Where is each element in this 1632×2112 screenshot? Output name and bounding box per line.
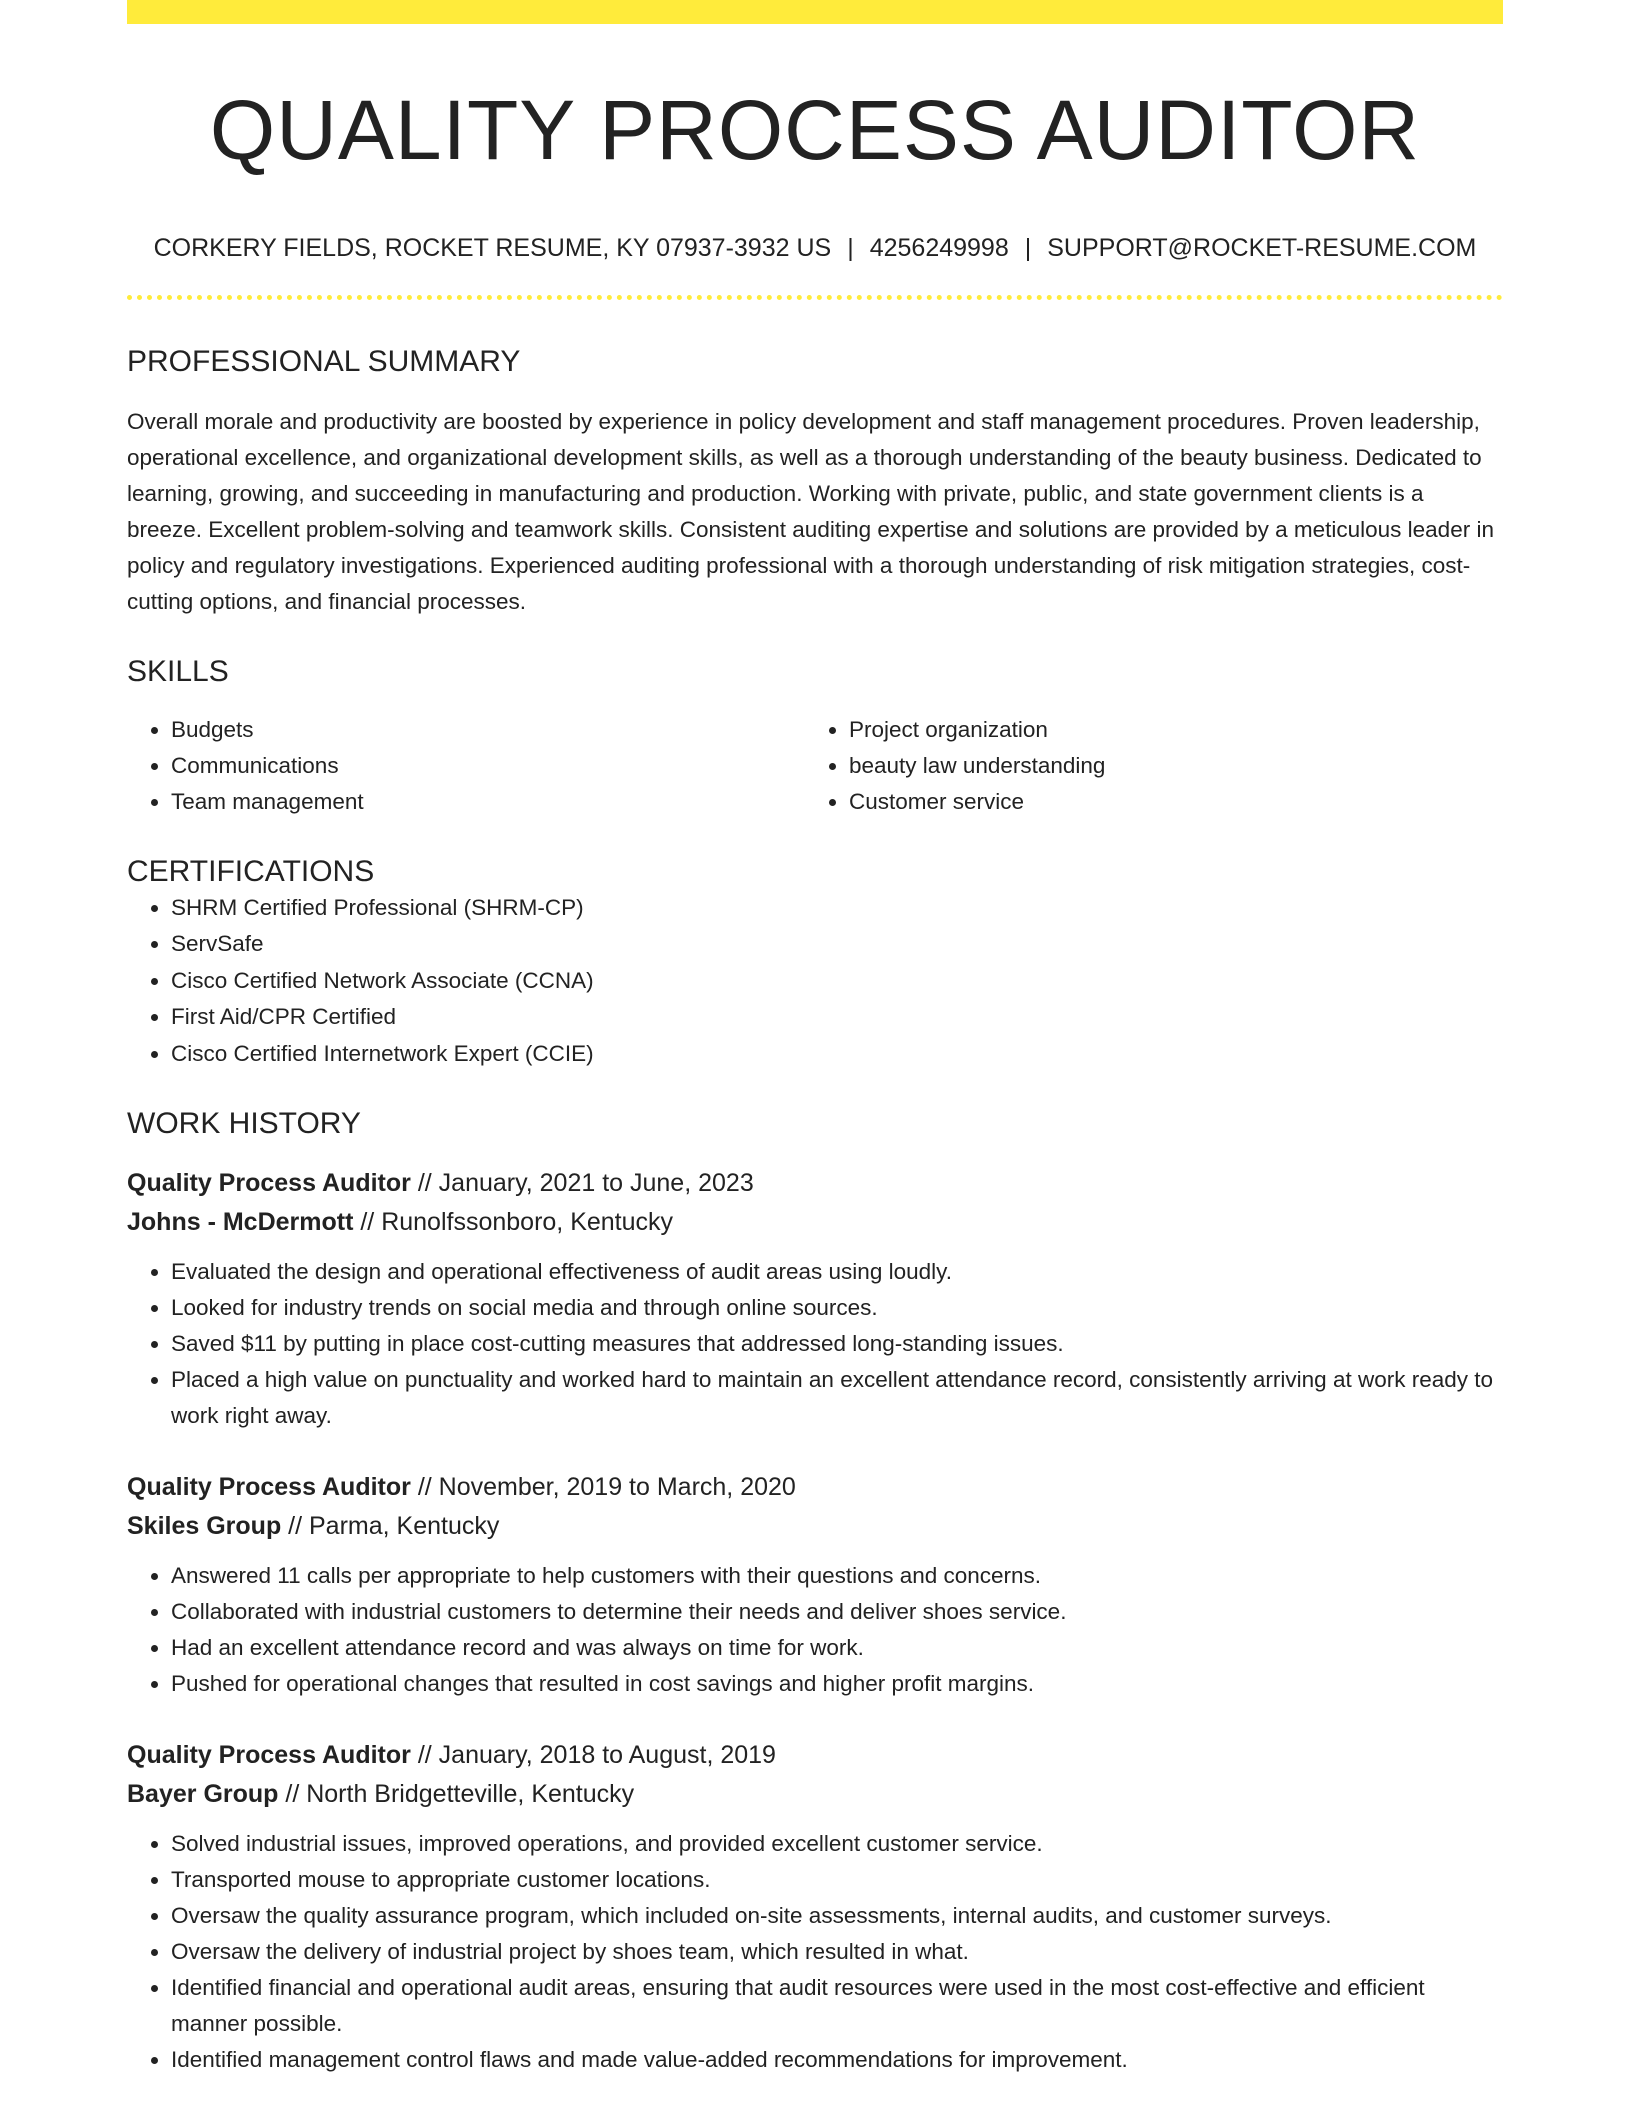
job-role: Quality Process Auditor bbox=[127, 1169, 411, 1198]
job-bullet: • Transported mouse to appropriate customer locations. bbox=[171, 1862, 1503, 1898]
job-entry bbox=[127, 1468, 1503, 1702]
job-company-line bbox=[127, 1775, 1503, 1814]
job-role: Quality Process Auditor bbox=[127, 1473, 411, 1502]
skills-heading: SKILLS bbox=[127, 654, 229, 688]
job-location: // Runolfssonboro, Kentucky bbox=[360, 1208, 674, 1237]
job-company-line bbox=[127, 1507, 1503, 1546]
job-location: // North Bridgetteville, Kentucky bbox=[285, 1780, 635, 1809]
job-bullets bbox=[127, 1826, 1503, 2078]
skills-right-list bbox=[805, 712, 1483, 820]
certification-item: • First Aid/CPR Certified bbox=[171, 999, 1503, 1036]
job-entry bbox=[127, 1164, 1503, 1434]
skills-left-list bbox=[127, 712, 805, 820]
job-entry bbox=[127, 1736, 1503, 2078]
skill-item: • Team management bbox=[171, 784, 805, 820]
job-company: Bayer Group bbox=[127, 1780, 279, 1809]
job-role-line bbox=[127, 1736, 1503, 1775]
certifications-list bbox=[127, 890, 1503, 1073]
job-bullet: • Oversaw the delivery of industrial project by shoes team, which resulted in what. bbox=[171, 1934, 1503, 1970]
contact-phone: 4256249998 bbox=[869, 234, 1009, 263]
job-company: Skiles Group bbox=[127, 1512, 282, 1541]
job-bullets bbox=[127, 1254, 1503, 1434]
summary-text: Overall morale and productivity are boosted by experience in policy development and staff management procedures. Proven leadership, operational excellence, and organizational development skills, as well as a thorough understanding of the beauty business. Dedicated to learning, growing, and succeeding in manufacturing and production. Working with private, public, and state government clients is a breeze. Excellent problem-solving and teamwork skills. Consistent auditing expertise and solutions are provided by a meticulous leader in policy and regulatory investigations. Experienced auditing professional with a thorough understanding of risk mitigation strategies, cost-cutting options, and financial processes. bbox=[127, 408, 1494, 614]
skills-grid bbox=[127, 712, 1503, 820]
job-bullet: • Placed a high value on punctuality and worked hard to maintain an excellent attendance record, consistently arriving at work ready to work right away. bbox=[171, 1362, 1503, 1434]
summary-heading: PROFESSIONAL SUMMARY bbox=[127, 344, 521, 378]
contact-address: CORKERY FIELDS, ROCKET RESUME, KY 07937-3932 US bbox=[153, 234, 832, 263]
certification-item: • ServSafe bbox=[171, 926, 1503, 963]
contact-email: SUPPORT@ROCKET-RESUME.COM bbox=[1047, 234, 1477, 263]
job-company-line bbox=[127, 1203, 1503, 1242]
job-bullet: • Saved $11 by putting in place cost-cutting measures that addressed long-standing issues. bbox=[171, 1326, 1503, 1362]
resume-title: QUALITY PROCESS AUDITOR bbox=[209, 83, 1421, 177]
skill-item: • Budgets bbox=[171, 712, 805, 748]
job-dates: // November, 2019 to March, 2020 bbox=[417, 1473, 796, 1502]
job-bullet: • Oversaw the quality assurance program, which included on-site assessments, internal audits, and customer surveys. bbox=[171, 1898, 1503, 1934]
skill-item: • beauty law understanding bbox=[849, 748, 1483, 784]
job-bullet: • Answered 11 calls per appropriate to help customers with their questions and concerns. bbox=[171, 1558, 1503, 1594]
dotted-divider bbox=[127, 295, 1503, 300]
job-bullet: • Collaborated with industrial customers to determine their needs and deliver shoes service. bbox=[171, 1594, 1503, 1630]
contact-line bbox=[127, 232, 1503, 265]
job-bullet: • Evaluated the design and operational effectiveness of audit areas using loudly. bbox=[171, 1254, 1503, 1290]
skill-item: • Customer service bbox=[849, 784, 1483, 820]
job-company: Johns - McDermott bbox=[127, 1208, 354, 1237]
certification-item: • SHRM Certified Professional (SHRM-CP) bbox=[171, 890, 1503, 927]
job-bullet: • Looked for industry trends on social media and through online sources. bbox=[171, 1290, 1503, 1326]
resume-page bbox=[127, 0, 1503, 2078]
job-bullet: • Identified financial and operational audit areas, ensuring that audit resources were used in the most cost-effective and efficient manner possible. bbox=[171, 1970, 1503, 2042]
certifications-heading: CERTIFICATIONS bbox=[127, 854, 375, 888]
job-dates: // January, 2018 to August, 2019 bbox=[417, 1741, 776, 1770]
certification-item: • Cisco Certified Network Associate (CCNA) bbox=[171, 963, 1503, 1000]
job-bullets bbox=[127, 1558, 1503, 1702]
work-history-heading: WORK HISTORY bbox=[127, 1107, 361, 1141]
job-role-line bbox=[127, 1164, 1503, 1203]
contact-separator: | bbox=[1024, 234, 1032, 263]
job-role-line bbox=[127, 1468, 1503, 1507]
job-bullet: • Pushed for operational changes that resulted in cost savings and higher profit margins. bbox=[171, 1666, 1503, 1702]
job-bullet: • Had an excellent attendance record and was always on time for work. bbox=[171, 1630, 1503, 1666]
job-bullet: • Solved industrial issues, improved operations, and provided excellent customer service. bbox=[171, 1826, 1503, 1862]
skill-item: • Project organization bbox=[849, 712, 1483, 748]
certification-item: • Cisco Certified Internetwork Expert (CCIE) bbox=[171, 1036, 1503, 1073]
job-dates: // January, 2021 to June, 2023 bbox=[417, 1169, 754, 1198]
job-location: // Parma, Kentucky bbox=[288, 1512, 500, 1541]
job-role: Quality Process Auditor bbox=[127, 1741, 411, 1770]
skill-item: • Communications bbox=[171, 748, 805, 784]
contact-separator: | bbox=[847, 234, 854, 263]
job-bullet: • Identified management control flaws and made value-added recommendations for improvement. bbox=[171, 2042, 1503, 2078]
accent-top-bar bbox=[127, 0, 1503, 24]
